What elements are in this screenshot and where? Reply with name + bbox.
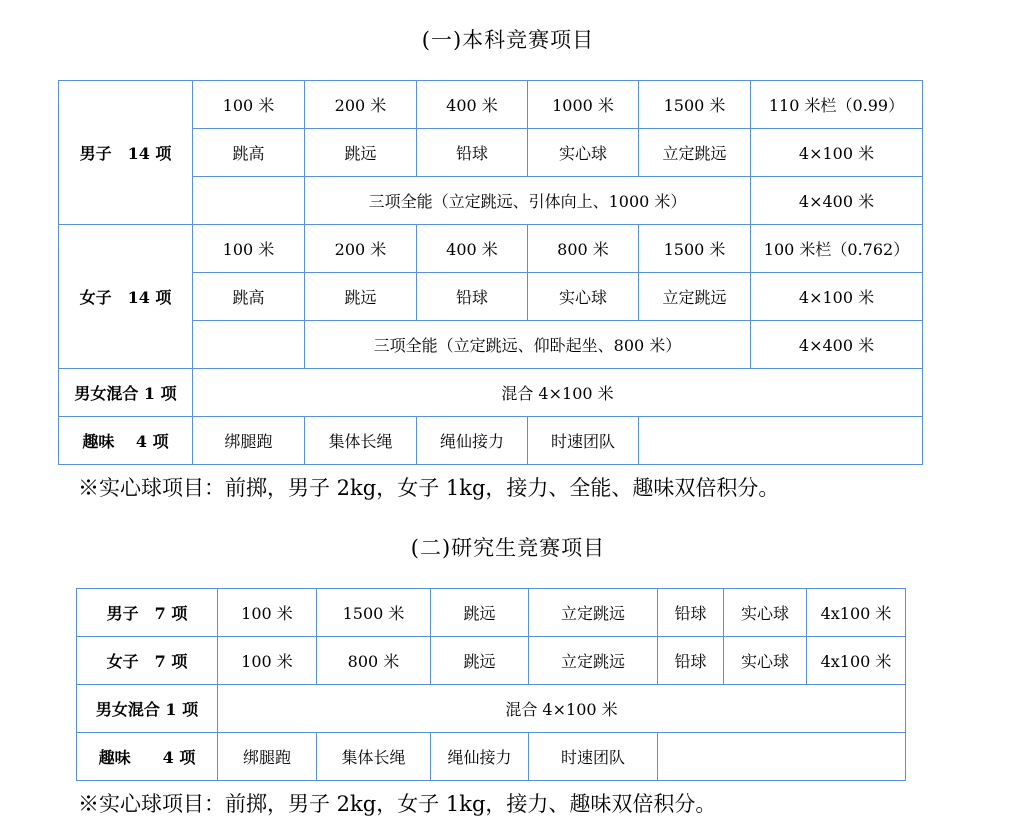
event-cell: 绑腿跑 [193,417,305,465]
event-cell: 绳仙接力 [431,733,529,781]
event-cell: 4×100 米 [751,129,923,177]
event-cell: 4x100 米 [807,637,906,685]
section1-note: ※实心球项目：前掷，男子 2kg，女子 1kg，接力、全能、趣味双倍积分。 [78,476,780,500]
event-cell: 实心球 [724,589,807,637]
women-category-label: 女子 14 项 [59,225,193,369]
event-cell: 跳远 [305,129,417,177]
event-cell: 跳远 [305,273,417,321]
mixed-event: 混合 4×100 米 [218,685,906,733]
event-cell: 集体长绳 [305,417,417,465]
event-cell: 200 米 [305,225,417,273]
section2-title: (二)研究生竞赛项目 [410,536,606,560]
event-cell: 跳高 [193,129,305,177]
table-row [59,225,923,273]
event-cell: 100 米 [193,81,305,129]
event-cell: 100 米 [193,225,305,273]
event-cell: 1000 米 [528,81,639,129]
event-cell: 1500 米 [639,81,751,129]
women-category-label: 女子 7 项 [77,637,218,685]
event-cell: 100 米 [218,637,317,685]
event-cell: 4×400 米 [751,177,923,225]
event-cell: 1500 米 [317,589,431,637]
event-cell: 绑腿跑 [218,733,317,781]
empty-cell [193,321,305,369]
fun-category-label: 趣味 4 项 [77,733,218,781]
undergrad-events-table [58,80,923,465]
event-cell: 100 米栏（0.762） [751,225,923,273]
event-cell: 跳远 [431,637,529,685]
event-cell: 110 米栏（0.99） [751,81,923,129]
mixed-event: 混合 4×100 米 [193,369,923,417]
event-cell: 800 米 [528,225,639,273]
empty-cell [658,733,906,781]
event-cell: 时速团队 [529,733,658,781]
event-cell: 立定跳远 [529,589,658,637]
event-cell: 集体长绳 [317,733,431,781]
men-allround-event: 三项全能（立定跳远、引体向上、1000 米） [305,177,751,225]
event-cell: 4×400 米 [751,321,923,369]
table-row [59,369,923,417]
event-cell: 立定跳远 [639,273,751,321]
men-category-label: 男子 7 项 [77,589,218,637]
mixed-category-label: 男女混合 1 项 [59,369,193,417]
section1-title: (一)本科竞赛项目 [421,28,595,52]
event-cell: 铅球 [658,637,724,685]
women-allround-event: 三项全能（立定跳远、仰卧起坐、800 米） [305,321,751,369]
event-cell: 绳仙接力 [417,417,528,465]
mixed-category-label: 男女混合 1 项 [77,685,218,733]
event-cell: 200 米 [305,81,417,129]
table-row [77,733,906,781]
event-cell: 实心球 [528,273,639,321]
graduate-events-table [76,588,906,781]
event-cell: 800 米 [317,637,431,685]
event-cell: 100 米 [218,589,317,637]
event-cell: 立定跳远 [529,637,658,685]
event-cell: 铅球 [658,589,724,637]
event-cell: 1500 米 [639,225,751,273]
table-row [77,637,906,685]
table-row [59,417,923,465]
event-cell: 铅球 [417,273,528,321]
table-row [59,81,923,129]
event-cell: 铅球 [417,129,528,177]
empty-cell [193,177,305,225]
table-row [77,589,906,637]
table-row [77,685,906,733]
event-cell: 4×100 米 [751,273,923,321]
event-cell: 400 米 [417,81,528,129]
event-cell: 跳高 [193,273,305,321]
event-cell: 实心球 [724,637,807,685]
empty-cell [639,417,923,465]
event-cell: 400 米 [417,225,528,273]
event-cell: 立定跳远 [639,129,751,177]
event-cell: 4x100 米 [807,589,906,637]
section2-note: ※实心球项目：前掷，男子 2kg，女子 1kg，接力、趣味双倍积分。 [78,792,717,816]
event-cell: 时速团队 [528,417,639,465]
event-cell: 实心球 [528,129,639,177]
men-category-label: 男子 14 项 [59,81,193,225]
event-cell: 跳远 [431,589,529,637]
fun-category-label: 趣味 4 项 [59,417,193,465]
